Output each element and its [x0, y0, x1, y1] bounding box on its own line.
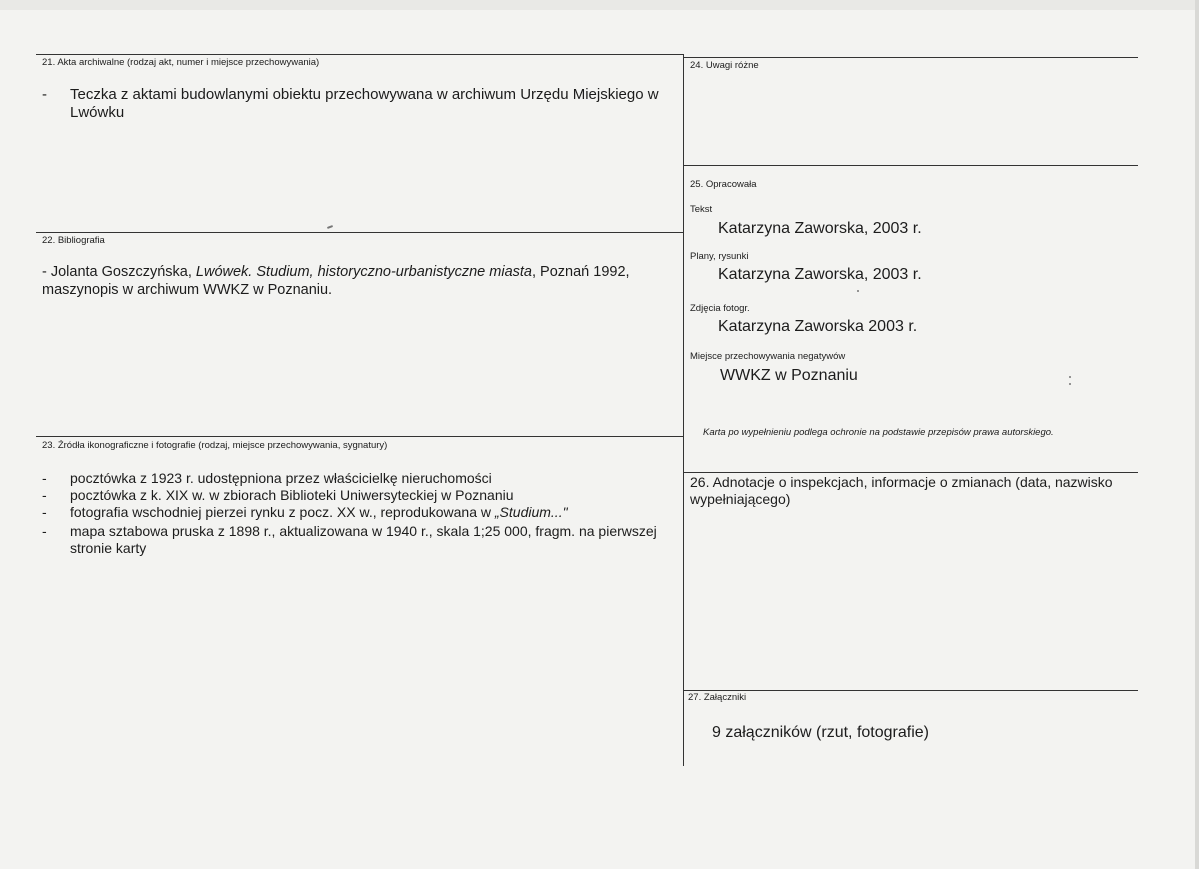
- plans-author-value: Katarzyna Zaworska, 2003 r.: [718, 266, 922, 283]
- scan-speck: [327, 225, 333, 229]
- bibliography-prefix: - Jolanta Goszczyńska,: [42, 264, 196, 280]
- rule-s23-top: [36, 436, 683, 437]
- list-item: [38, 86, 684, 122]
- column-divider: [683, 54, 684, 766]
- section-21-label: 21. Akta archiwalne (rodzaj akt, numer i miejsce przechowywania): [42, 57, 320, 68]
- list-item-text: Teczka z aktami budowlanymi obiektu przechowywana w archiwum Urzędu Miejskiego w Lwówku: [70, 86, 659, 121]
- negatives-storage-value: WWKZ w Poznaniu: [720, 367, 858, 384]
- list-dash: -: [42, 487, 47, 503]
- rule-s27-top: [684, 690, 1138, 691]
- section-23-label: 23. Źródła ikonograficzne i fotografie (rodzaj, miejsce przechowywania, sygnatury): [42, 440, 388, 451]
- scan-speck: [1069, 383, 1071, 385]
- copyright-note: Karta po wypełnieniu podlega ochronie na podstawie przepisów prawa autorskiego.: [703, 427, 1054, 438]
- list-item-text: pocztówka z 1923 r. udostępniona przez właścicielkę nieruchomości: [70, 470, 492, 486]
- section-26-label: 26. Adnotacje o inspekcjach, informacje o zmianach (data, nazwisko wypełniającego): [690, 474, 1113, 507]
- list-dash: -: [42, 86, 47, 103]
- scan-edge: [0, 0, 1199, 10]
- list-item-text: mapa sztabowa pruska z 1898 r., aktualizowana w 1940 r., skala 1;25 000, fragm. na pierwszej stronie karty: [70, 523, 657, 556]
- rule-s26-top: [684, 472, 1138, 473]
- section-25-label: 25. Opracowała: [690, 179, 757, 190]
- scan-edge-right: [1195, 0, 1199, 869]
- rule-s25-top: [684, 165, 1138, 166]
- section-23-list: [38, 470, 684, 557]
- section-22-label: 22. Bibliografia: [42, 235, 105, 246]
- section-27-label: 27. Załączniki: [688, 692, 747, 703]
- list-item-text: pocztówka z k. XIX w. w zbiorach Biblioteki Uniwersyteckiej w Poznaniu: [70, 487, 514, 503]
- list-item: [38, 523, 684, 557]
- bibliography-entry: [42, 263, 682, 299]
- attachments-value: 9 załączników (rzut, fotografie): [712, 724, 929, 741]
- negatives-storage-label: Miejsce przechowywania negatywów: [690, 351, 846, 362]
- list-item: [38, 487, 684, 504]
- scan-speck: [1069, 376, 1071, 378]
- section-21-list: [38, 86, 684, 122]
- section-24-label: 24. Uwagi różne: [690, 60, 759, 71]
- scan-speck: [857, 290, 859, 292]
- rule-s21-top: [36, 54, 683, 55]
- bibliography-title: Lwówek. Studium, historyczno-urbanistyczne miasta: [195, 264, 532, 280]
- list-item: [38, 504, 684, 521]
- list-item-italic: „Studium...": [494, 504, 568, 520]
- list-dash: -: [42, 470, 47, 486]
- list-item-text: fotografia wschodniej pierzei rynku z pocz. XX w., reprodukowana w: [70, 504, 495, 520]
- plans-author-label: Plany, rysunki: [690, 251, 749, 262]
- photos-author-label: Zdjęcia fotogr.: [690, 303, 750, 314]
- text-author-value: Katarzyna Zaworska, 2003 r.: [718, 220, 922, 237]
- list-item: [38, 470, 684, 487]
- rule-s22-top: [36, 232, 683, 233]
- list-dash: -: [42, 523, 47, 539]
- rule-s24-top: [684, 57, 1138, 58]
- bibliography-suffix: , Poznań 1992, maszynopis w archiwum WWKZ w Poznaniu.: [42, 264, 630, 298]
- list-dash: -: [42, 504, 47, 520]
- photos-author-value: Katarzyna Zaworska 2003 r.: [718, 318, 918, 335]
- text-author-label: Tekst: [690, 204, 713, 215]
